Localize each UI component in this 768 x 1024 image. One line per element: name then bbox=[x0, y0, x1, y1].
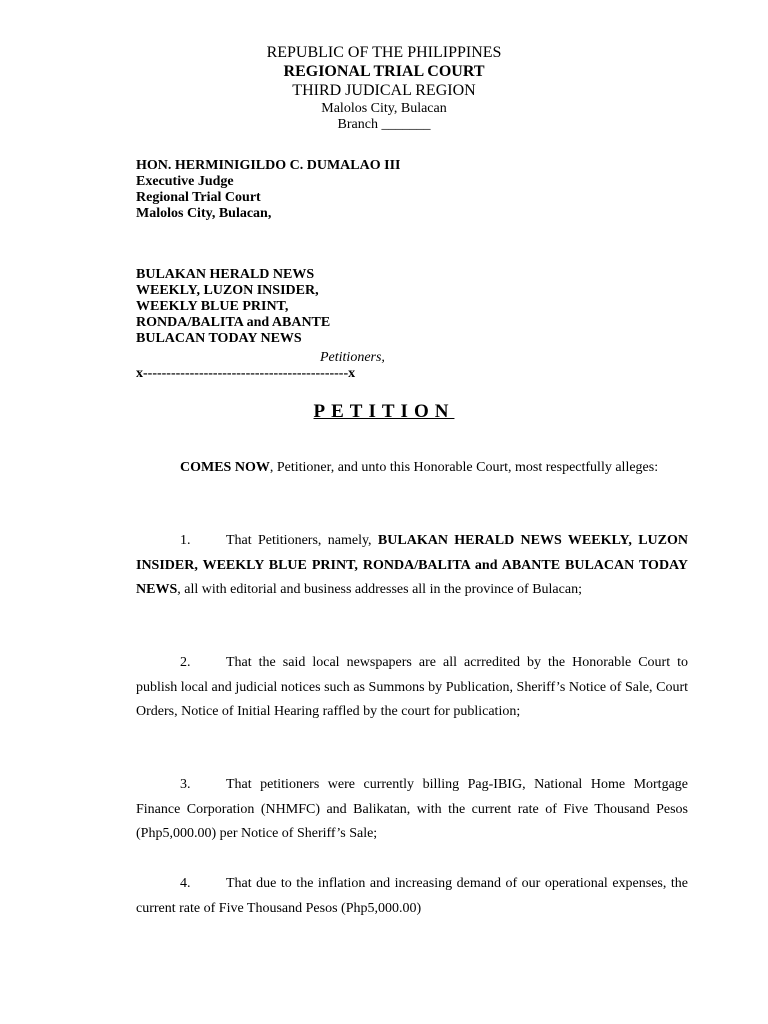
paragraph-1 bbox=[136, 529, 688, 603]
addressee-block bbox=[136, 158, 400, 222]
petitioners-role: Petitioners, bbox=[320, 350, 385, 365]
paragraph-text: That the said local newspapers are all acrredited by the Honorable Court to publish local and judicial notices such as Summons by Publication, Sheriff’s Notice of Sale, Court Orders, Notice of Initial Hearing raffled by the court for publication; bbox=[136, 655, 688, 719]
petitioners-line: WEEKLY, LUZON INSIDER, bbox=[136, 283, 319, 298]
document-title: PETITION bbox=[313, 401, 455, 422]
addressee-city: Malolos City, Bulacan, bbox=[136, 206, 272, 221]
intro-lead: COMES NOW bbox=[180, 460, 270, 475]
petitioner-names: BULAKAN HERALD NEWS WEEKLY, LUZON INSIDER, WEEKLY BLUE PRINT, RONDA/BALITA and ABANTE BULACAN TODAY NEWS bbox=[136, 533, 688, 597]
petitioners-line: WEEKLY BLUE PRINT, bbox=[136, 299, 289, 314]
paragraph-text: That petitioners were currently billing Pag-IBIG, National Home Mortgage Finance Corporation (NHMFC) and Balikatan, with the current rate of Five Thousand Pesos (Php5,000.00) per Notice of Sheriff’s Sale; bbox=[136, 777, 688, 841]
petitioners-line: BULAKAN HERALD NEWS bbox=[136, 267, 315, 282]
petitioners-line: RONDA/BALITA and ABANTE bbox=[136, 315, 331, 330]
paragraph-4 bbox=[136, 872, 688, 921]
caption-republic: REPUBLIC OF THE PHILIPPINES bbox=[266, 44, 502, 61]
paragraph-2 bbox=[136, 651, 688, 725]
paragraph-number: 1. bbox=[180, 533, 191, 548]
petitioners-block bbox=[136, 267, 330, 347]
addressee-name: HON. HERMINIGILDO C. DUMALAO III bbox=[136, 158, 401, 173]
caption-branch: Branch _______ bbox=[337, 117, 431, 132]
caption-court: REGIONAL TRIAL COURT bbox=[283, 63, 485, 80]
paragraph-number: 3. bbox=[180, 777, 191, 792]
caption-city: Malolos City, Bulacan bbox=[321, 101, 447, 116]
paragraph-text: , all with editorial and business addresses all in the province of Bulacan; bbox=[177, 582, 582, 597]
paragraph-3 bbox=[136, 773, 688, 847]
addressee-court: Regional Trial Court bbox=[136, 190, 261, 205]
caption-separator: x--------------------------------------------x bbox=[136, 366, 356, 381]
intro-rest: , Petitioner, and unto this Honorable Court, most respectfully alleges: bbox=[269, 460, 659, 475]
paragraph-text: That Petitioners, namely, bbox=[226, 533, 378, 548]
addressee-title: Executive Judge bbox=[136, 174, 234, 189]
intro-paragraph bbox=[136, 456, 688, 481]
paragraph-number: 2. bbox=[180, 655, 191, 670]
paragraph-text: That due to the inflation and increasing demand of our operational expenses, the current rate of Five Thousand Pesos (Php5,000.00) bbox=[136, 876, 688, 916]
caption-region: THIRD JUDICAL REGION bbox=[292, 82, 476, 99]
paragraph-number: 4. bbox=[180, 876, 191, 891]
petitioners-line: BULACAN TODAY NEWS bbox=[136, 331, 302, 346]
